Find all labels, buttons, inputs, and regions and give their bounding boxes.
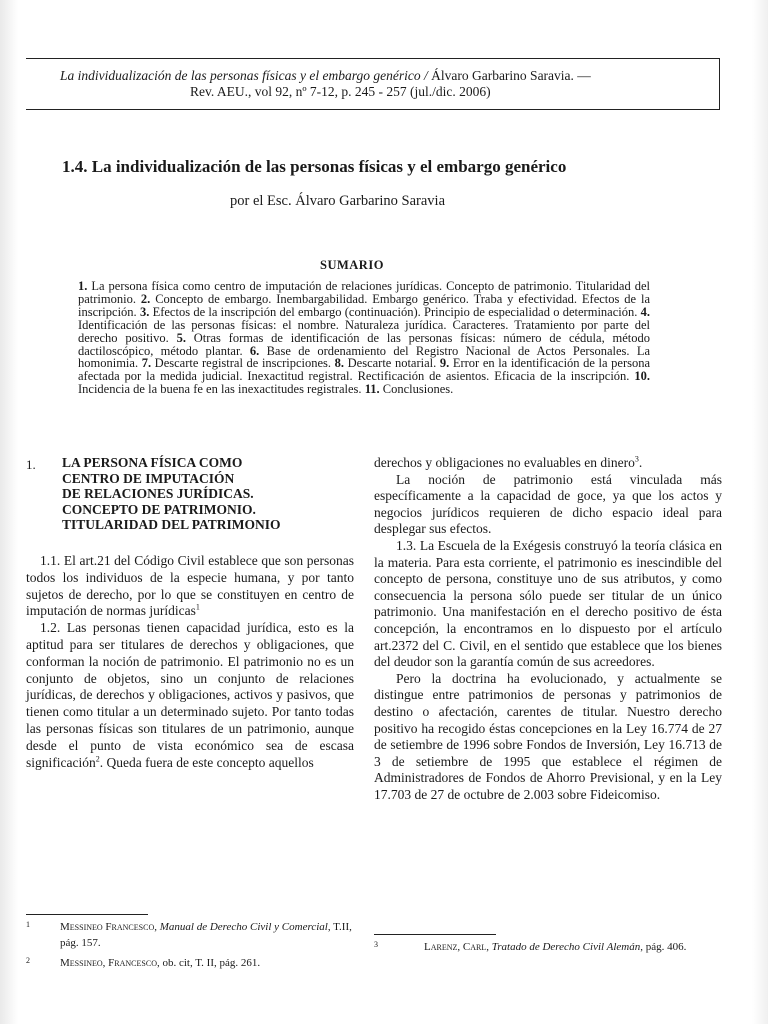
summary-item-number: 3. xyxy=(139,304,150,319)
summary-heading: SUMARIO xyxy=(320,258,384,272)
paragraph-text: Las personas tienen capacidad jurídica, esto es la aptitud para ser titulares de derechos y obligaciones, que conforman la noción de patrimonio. El patrimonio no es un conjunto de objetos, sino un conjunto de relaciones jurídicas, de derechos y obligaciones, activos y pasivos, que tienen como titular a un determinado sujeto. Por tanto todas las personas físicas son titulares de un patrimonio, aunque desde el punto de vista económico sea de escasa significación xyxy=(26,620,354,770)
section-title-line: TITULARIDAD DEL PATRIMONIO xyxy=(62,517,281,532)
footnotes-left xyxy=(26,920,356,972)
summary-list xyxy=(78,280,650,396)
section-title-line: DE RELACIONES JURÍDICAS. xyxy=(62,486,254,501)
section-number: 1. xyxy=(26,457,36,472)
paragraph-text: derechos y obligaciones no evaluables en dinero xyxy=(374,455,635,470)
left-column-body xyxy=(26,553,354,771)
right-column xyxy=(374,455,722,803)
citation-author: Álvaro Garbarino Saravia. — xyxy=(431,68,591,83)
paragraph-1-1 xyxy=(26,553,354,620)
summary-item-text: Descarte notarial. xyxy=(347,356,437,371)
footnote-number: 3 xyxy=(374,940,378,949)
footnote-3: 3 Larenz, Carl, Tratado de Derecho Civil Alemán, pág. 406. xyxy=(374,940,724,956)
footnote-ref: 1 xyxy=(195,602,200,612)
footnote-author: Messineo, Francesco xyxy=(60,957,157,969)
paragraph-1-2 xyxy=(26,620,354,771)
citation-line-1 xyxy=(60,68,710,84)
footnote-work: Tratado de Derecho Civil Alemán xyxy=(491,941,641,953)
summary-item-text: Incidencia de la buena fe en las inexactitudes registrales. xyxy=(78,382,362,397)
summary-item-number: 11. xyxy=(364,382,380,397)
article-title: 1.4. La individualización de las personas físicas y el embargo genérico xyxy=(62,157,567,176)
summary-item-number: 1. xyxy=(78,279,88,293)
footnotes-right xyxy=(374,940,724,956)
summary-item-text: La persona física como centro de imputación de relaciones jurídicas. Concepto de patrimonio. Titularidad del patrimonio. xyxy=(78,279,650,306)
paragraph-text: La Escuela de la Exégesis construyó la teoría clásica en la materia. Para esta corriente, el patrimonio es inescindible del concepto de persona, constituye uno de sus atributos, y como consecuencia la persona sólo puede ser titular de un único patrimonio. Una manifestación en el derecho positivo de ésta concepción, la encontramos en lo dispuesto por el artículo art.2372 del C. Civil, en el sentido que establece que los bienes del deudor son la garantía común de sus acreedores. xyxy=(374,537,722,670)
summary-item-number: 5. xyxy=(176,330,186,345)
summary-item-number: 7. xyxy=(141,356,152,371)
right-column-body xyxy=(374,455,722,803)
summary-item-text: Base de ordenamiento del Registro Nacional de Actos Personales. La homonimia. xyxy=(78,343,651,371)
section-title-line: CONCEPTO DE PATRIMONIO. xyxy=(62,501,256,517)
footnote-author: Messineo Francesco xyxy=(60,921,155,933)
section-title-line: CENTRO DE IMPUTACIÓN xyxy=(62,470,235,486)
paragraph-doctrina: Pero la doctrina ha evolucionado, y actualmente se distingue entre patrimonios de personas y patrimonios de destino o afectación, carentes de titular. Nuestro derecho positivo ha recogido éstas concepciones en la Ley 16.774 de 27 de setiembre de 1996 sobre Fondos de Inversión, Ley 16.713 de 3 de setiembre de 1995 que establece el régimen de Administradores de Fondos de Ahorro Previsional, y en la Ley 17.703 de 27 de octubre de 2.003 sobre Fideicomiso. xyxy=(374,670,722,802)
summary-item-text: Conclusiones. xyxy=(382,382,454,397)
paragraph-continuation xyxy=(374,455,722,472)
summary-item-number: 6. xyxy=(249,343,260,358)
summary-item-number: 2. xyxy=(140,291,151,306)
footnote-ref: 3 xyxy=(634,454,639,464)
author-byline: por el Esc. Álvaro Garbarino Saravia xyxy=(230,193,446,209)
footnote-number: 1 xyxy=(26,920,30,929)
footnote-rule xyxy=(26,914,148,915)
footnote-rule xyxy=(374,934,496,935)
paragraph-number: 1.2. xyxy=(40,620,61,636)
footnote-rest: , T.II, pág. 157. xyxy=(60,921,352,949)
summary-item-number: 9. xyxy=(439,356,450,371)
summary-item-text: Otras formas de identificación de las personas físicas: número de cédula, método dactiloscópico, método plantar. xyxy=(78,330,651,358)
paragraph-1-3 xyxy=(374,538,722,671)
summary-item-text: Concepto de embargo. Inembargabilidad. Embargo genérico. Traba y efectividad. Efectos de la inscripción. xyxy=(78,291,651,319)
footnote-1: 1 Messineo Francesco, Manual de Derecho Civil y Comercial, T.II, pág. 157. xyxy=(26,920,356,951)
paragraph-text: El art.21 del Código Civil establece que son personas todos los individuos de la especie humana, y por tanto sujetos de derecho, por lo que se constituyen en centro de imputación de normas jurídicas xyxy=(26,553,355,619)
summary-item-text: Descarte registral de inscripciones. xyxy=(154,356,332,371)
paragraph-number: 1.1. xyxy=(40,553,61,568)
footnote-number: 2 xyxy=(26,956,30,965)
footnote-rest: , pág. 406. xyxy=(640,941,687,953)
paragraph-patrimonio: La noción de patrimonio está vinculada más específicamente a la capacidad de goce, ya que los actos y negocios jurídicos requieren de dicho espacio ideal para desplegar sus efectos. xyxy=(374,471,722,537)
section-title-line: LA PERSONA FÍSICA COMO xyxy=(62,455,243,470)
summary-item-number: 10. xyxy=(634,369,650,384)
summary-item-text: Efectos de la inscripción del embargo (continuación). Principio de especialidad o determinación. xyxy=(152,304,638,319)
citation-title: La individualización de las personas físicas y el embargo genérico / xyxy=(60,68,432,83)
citation-line-2: Rev. AEU., vol 92, nº 7-12, p. 245 - 257 (jul./dic. 2006) xyxy=(190,84,491,99)
paragraph-number: 1.3. xyxy=(396,537,417,553)
paragraph-text: . Queda fuera de este concepto aquellos xyxy=(99,754,314,770)
footnote-2 xyxy=(26,956,356,972)
footnote-author: Larenz, Carl xyxy=(424,941,487,953)
summary-item-number: 8. xyxy=(334,356,345,371)
summary-item-text: Error en la identificación de la persona afectada por la medida judicial. Inexactitud registral. Rectificación de asientos. Eficacia de la inscripción. xyxy=(78,356,651,384)
paragraph-text: . xyxy=(638,455,643,470)
section-title xyxy=(62,455,352,533)
summary-item-number: 4. xyxy=(640,304,650,319)
footnote-ref: 2 xyxy=(95,754,100,764)
summary-item-text: Identificación de las personas físicas: el nombre. Naturaleza jurídica. Caracteres. Tratamiento por parte del derecho positivo. xyxy=(78,317,650,345)
footnote-rest: , ob. cit, T. II, pág. 261. xyxy=(156,957,261,969)
footnote-work: Manual de Derecho Civil y Comercial xyxy=(159,921,328,933)
